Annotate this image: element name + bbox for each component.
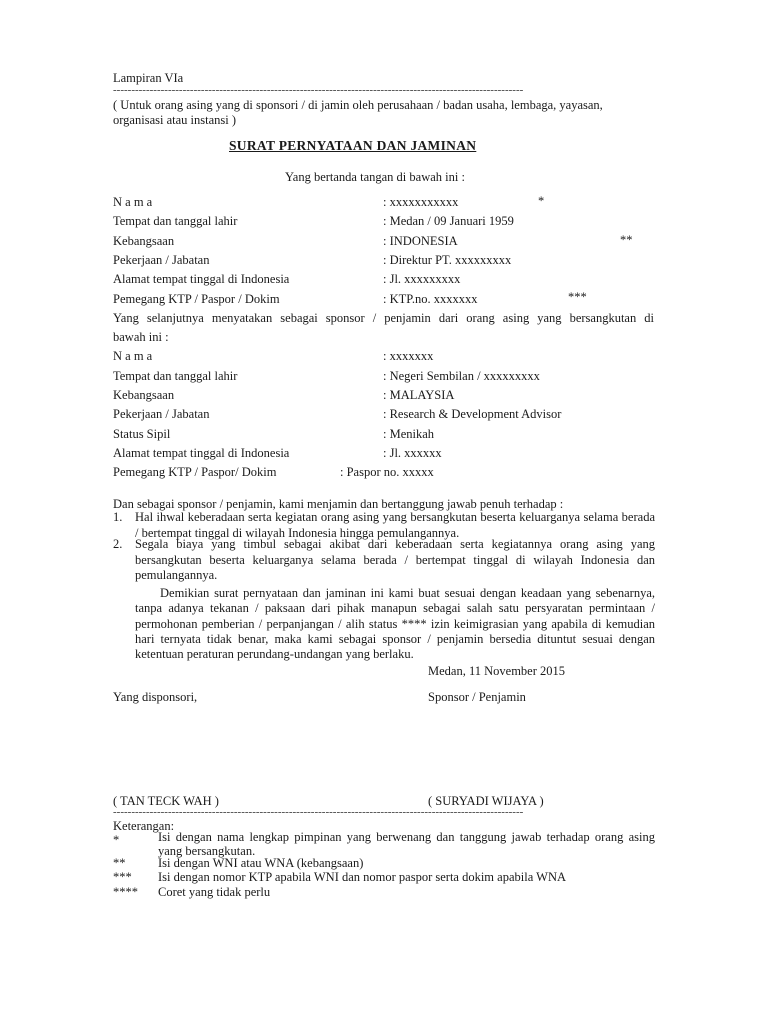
document-title: SURAT PERNYATAAN DAN JAMINAN <box>229 138 477 153</box>
guarantee-item-2-text: Segala biaya yang timbul sebagai akibat dari keberadaan serta kegiatannya orang asing yang bersangkutan beserta keluarganya selama berada / bertempat tinggal di wilayah Indonesia dan pemulangannya. <box>135 537 655 583</box>
sponsor-address-label: Alamat tempat tinggal di Indonesia <box>113 272 290 286</box>
foreigner-name-value: : xxxxxxx <box>383 349 434 363</box>
foreigner-job-value: : Research & Development Advisor <box>383 407 562 421</box>
attachment-label: Lampiran VIa <box>113 71 184 85</box>
sponsor-address-value: : Jl. xxxxxxxxx <box>383 272 461 286</box>
note-3-mark: *** <box>113 870 132 884</box>
sponsor-id-mark: *** <box>568 290 587 304</box>
sponsor-name-value: : xxxxxxxxxxx <box>383 195 459 209</box>
closing-paragraph: Demikian surat pernyataan dan jaminan ini kami buat sesuai dengan keadaan yang sebenarnya, tanpa adanya tekanan / paksaan dari pihak manapun sebagai salah satu persyaratan permintaan / permohonan pemberian / perpanjangan / alih status **** izin keimigrasian yang apabila di kemudian hari ternyata tidak benar, maka kami sebagai sponsor / penjamin bersedia dituntut sesuai dengan ketentuan peraturan perundang-undangan yang berlaku. <box>135 586 655 661</box>
sponsor-name-mark: * <box>538 194 545 208</box>
foreigner-birth-label: Tempat dan tanggal lahir <box>113 369 238 383</box>
sponsor-id-label: Pemegang KTP / Paspor / Dokim <box>113 292 280 306</box>
note-4-text: Coret yang tidak perlu <box>158 885 271 899</box>
sponsor-nationality-value: : INDONESIA <box>383 234 458 248</box>
header-note-line1: ( Untuk orang asing yang di sponsori / di jamin oleh perusahaan / badan usaha, lembaga, yayasan, <box>113 98 603 112</box>
foreigner-status-label: Status Sipil <box>113 427 171 441</box>
note-1-mark: * <box>113 833 120 847</box>
statement-line2: bawah ini : <box>113 330 169 344</box>
note-4-mark: **** <box>113 885 138 899</box>
sponsor-signature-name: ( SURYADI WIJAYA ) <box>428 794 544 808</box>
foreigner-nationality-value: : MALAYSIA <box>383 388 455 402</box>
guarantee-item-1-text: Hal ihwal keberadaan serta kegiatan orang asing yang bersangkutan beserta keluarganya selama berada / bertempat tinggal di wilayah Indonesia hingga pemulangannya. <box>135 510 655 540</box>
statement-line1: Yang selanjutnya menyatakan sebagai sponsor / penjamin dari orang asing yang bersangkutan di <box>113 311 654 325</box>
foreigner-id-value: : Paspor no. xxxxx <box>340 465 434 479</box>
sponsor-nationality-label: Kebangsaan <box>113 234 175 248</box>
foreigner-id-label: Pemegang KTP / Paspor/ Dokim <box>113 465 277 479</box>
foreigner-birth-value: : Negeri Sembilan / xxxxxxxxx <box>383 369 540 383</box>
note-3-text: Isi dengan nomor KTP apabila WNI dan nomor paspor serta dokim apabila WNA <box>158 870 567 884</box>
guarantee-item-2-number: 2. <box>113 537 123 551</box>
foreigner-job-label: Pekerjaan / Jabatan <box>113 407 210 421</box>
foreigner-status-value: : Menikah <box>383 427 435 441</box>
sponsor-birth-label: Tempat dan tanggal lahir <box>113 214 238 228</box>
note-2-text: Isi dengan WNI atau WNA (kebangsaan) <box>158 856 364 870</box>
header-divider: ---------------------------------------------------------------------------------------------------------------- <box>113 84 524 96</box>
sponsor-job-value: : Direktur PT. xxxxxxxxx <box>383 253 512 267</box>
sponsor-name-label: N a m a <box>113 195 153 209</box>
sponsor-nationality-mark: ** <box>620 233 633 247</box>
sponsor-id-value: : KTP.no. xxxxxxx <box>383 292 478 306</box>
notes-title: Keterangan: <box>113 819 175 833</box>
note-2-mark: ** <box>113 856 126 870</box>
footer-divider: ---------------------------------------------------------------------------------------------------------------- <box>113 806 524 818</box>
foreigner-name-label: N a m a <box>113 349 153 363</box>
foreigner-nationality-label: Kebangsaan <box>113 388 175 402</box>
sponsor-label: Sponsor / Penjamin <box>428 690 526 704</box>
header-note-line2: organisasi atau instansi ) <box>113 113 237 127</box>
sponsored-signature-name: ( TAN TECK WAH ) <box>113 794 219 808</box>
sponsor-birth-value: : Medan / 09 Januari 1959 <box>383 214 514 228</box>
intro-text: Yang bertanda tangan di bawah ini : <box>285 170 465 184</box>
sponsored-label: Yang disponsori, <box>113 690 198 704</box>
sponsor-job-label: Pekerjaan / Jabatan <box>113 253 210 267</box>
place-date: Medan, 11 November 2015 <box>428 664 566 678</box>
foreigner-address-value: : Jl. xxxxxx <box>383 446 442 460</box>
guarantee-item-1-number: 1. <box>113 510 123 524</box>
note-1-text: Isi dengan nama lengkap pimpinan yang berwenang dan tanggung jawab terhadap orang asing yang bersangkutan. <box>158 830 655 858</box>
foreigner-address-label: Alamat tempat tinggal di Indonesia <box>113 446 290 460</box>
guarantee-intro: Dan sebagai sponsor / penjamin, kami menjamin dan bertanggung jawab penuh terhadap : <box>113 497 564 511</box>
